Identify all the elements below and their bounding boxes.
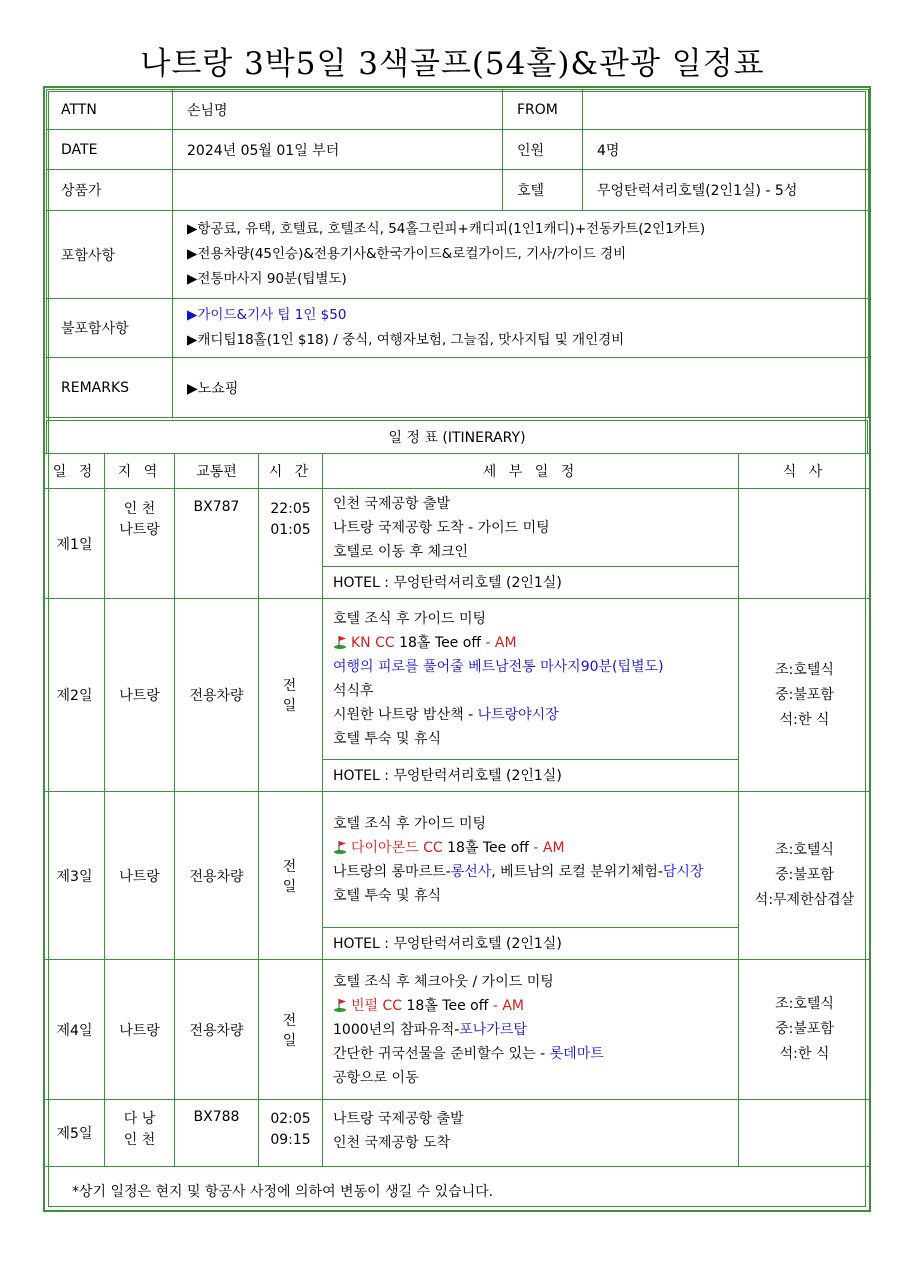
hotel-value: 무엉탄럭셔리호텔(2인1실) - 5성 (583, 170, 869, 211)
region (105, 489, 175, 599)
golf-line (333, 994, 738, 1018)
meals (739, 792, 871, 960)
from-value (583, 90, 869, 130)
region: 나트랑 (105, 599, 175, 792)
time-line: 22:05 (270, 501, 311, 517)
golf-line (333, 631, 738, 655)
time-line: 09:15 (270, 1132, 311, 1148)
date-value: 2024년 05월 01일 부터 (173, 130, 503, 170)
people-value: 4명 (583, 130, 869, 170)
golf-time: - AM (485, 635, 517, 651)
remarks-label: REMARKS (47, 358, 173, 418)
golf-course: KN CC (351, 635, 395, 651)
golf-time: - AM (492, 997, 524, 1014)
day-label: 제1일 (45, 489, 105, 599)
attn-value: 손님명 (173, 90, 503, 130)
transport: 전용차량 (175, 599, 259, 792)
included-item: ▶항공료, 유택, 호텔료, 호텔조식, 54홀그린피+캐디피(1인1캐디)+전동카트(2인1카트) (187, 221, 706, 237)
header-transport: 교통편 (175, 454, 259, 489)
region: 나트랑 (105, 792, 175, 960)
time-line: 02:05 (270, 1111, 311, 1127)
detail-line (333, 860, 738, 884)
spot-longson: 롱선사 (450, 863, 492, 880)
spot-dam-market: 담시장 (662, 863, 704, 880)
detail-text: 1000년의 참파유적- (333, 1021, 460, 1038)
header-meals: 식 사 (739, 454, 871, 489)
meal-lunch: 중:불포함 (775, 1021, 834, 1037)
date-label: DATE (47, 130, 173, 170)
detail-line: 공항으로 이동 (333, 1069, 419, 1086)
transport: BX788 (175, 1100, 259, 1167)
hotel-label: 호텔 (503, 170, 583, 211)
hotel-line: HOTEL : 무엉탄럭셔리호텔 (2인1실) (323, 928, 739, 960)
detail-text: 나트랑의 롱마르트- (333, 863, 451, 880)
price-value (173, 170, 503, 211)
detail-line (333, 1042, 738, 1066)
excluded-list (173, 299, 869, 358)
time (259, 1100, 323, 1167)
detail-line: 호텔 조식 후 가이드 미팅 (333, 815, 487, 832)
details (323, 960, 739, 1100)
detail-line: 호텔 조식 후 가이드 미팅 (333, 611, 487, 627)
meal-dinner: 석:한 식 (779, 1046, 830, 1062)
detail-line: 나트랑 국제공항 출발 (333, 1111, 464, 1127)
meals (739, 489, 871, 599)
night-market: 나트랑야시장 (477, 707, 559, 723)
meal-dinner: 석:한 식 (779, 711, 830, 728)
detail-line: 호텔 투숙 및 휴식 (333, 731, 442, 747)
golf-course: 다이아몬드 CC (351, 839, 443, 856)
detail-text: 간단한 귀국선물을 준비할수 있는 - (333, 1045, 550, 1062)
hotel-line: HOTEL : 무엉탄럭셔리호텔 (2인1실) (323, 567, 739, 599)
itinerary-table (44, 453, 871, 1167)
time: 전 일 (259, 792, 323, 960)
details (323, 489, 739, 567)
detail-line: 호텔로 이동 후 체크인 (333, 543, 469, 560)
detail-line: 인천 국제공항 도착 (333, 1135, 451, 1151)
golf-time: - AM (533, 839, 565, 856)
remarks-value: ▶노쇼핑 (173, 358, 869, 418)
details (323, 792, 739, 928)
meals (739, 960, 871, 1100)
meal-breakfast: 조:호텔식 (775, 661, 834, 678)
day-label: 제4일 (45, 960, 105, 1100)
page-title: 나트랑 3박5일 3색골프(54홀)&관광 일정표 (140, 46, 765, 82)
region: 나트랑 (105, 960, 175, 1100)
included-label: 포함사항 (47, 211, 173, 299)
golf-tee-off: 18홀 Tee off (447, 839, 529, 856)
time: 전 일 (259, 599, 323, 792)
price-label: 상품가 (47, 170, 173, 211)
region (105, 1100, 175, 1167)
details (323, 1100, 739, 1167)
golf-tee-off: 18홀 Tee off (399, 635, 481, 651)
detail-line (333, 703, 738, 727)
footnote: *상기 일정은 현지 및 항공사 사정에 의하여 변동이 생길 수 있습니다. (72, 1184, 494, 1200)
detail-line: 호텔 투숙 및 휴식 (333, 887, 442, 904)
detail-text: 시원한 나트랑 밤산책 - (333, 707, 478, 723)
details (323, 599, 739, 760)
itinerary-title-table (46, 420, 868, 454)
header-time: 시 간 (259, 454, 323, 489)
spot-lotte-mart: 롯데마트 (549, 1045, 604, 1062)
day-label: 제3일 (45, 792, 105, 960)
time: 전 일 (259, 960, 323, 1100)
detail-line: 여행의 피로를 풀어줄 베트남전통 마사지90분(팁별도) (333, 659, 664, 675)
from-label: FROM (503, 90, 583, 130)
transport: 전용차량 (175, 960, 259, 1100)
detail-text: , 베트남의 로컬 분위기체험- (491, 863, 663, 880)
golf-course: 빈펄 CC (351, 997, 403, 1014)
info-table (46, 89, 869, 418)
day-label: 제5일 (45, 1100, 105, 1167)
region-line: 인 천 (123, 1132, 156, 1148)
detail-line (333, 1018, 738, 1042)
region-line: 나트랑 (119, 522, 160, 538)
golf-flag-icon (333, 840, 347, 854)
excluded-item: ▶가이드&기사 팁 1인 $50 (187, 307, 347, 323)
header-day: 일 정 (45, 454, 105, 489)
region-line: 인 천 (123, 501, 156, 517)
transport: BX787 (175, 489, 259, 599)
excluded-item: ▶캐디팁18홀(1인 $18) / 중식, 여행자보험, 그늘집, 맛사지팁 및 개인경비 (187, 332, 625, 348)
time-line: 01:05 (270, 522, 311, 538)
attn-label: ATTN (47, 90, 173, 130)
people-label: 인원 (503, 130, 583, 170)
included-item: ▶전용차량(45인승)&전용기사&한국가이드&로컬가이드, 기사/가이드 경비 (187, 246, 627, 262)
hotel-line: HOTEL : 무엉탄럭셔리호텔 (2인1실) (323, 760, 739, 792)
header-region: 지 역 (105, 454, 175, 489)
header-details: 세 부 일 정 (323, 454, 739, 489)
meal-breakfast: 조:호텔식 (775, 842, 834, 858)
day-label: 제2일 (45, 599, 105, 792)
included-item: ▶전통마사지 90분(팁별도) (187, 271, 347, 287)
meals (739, 1100, 871, 1167)
detail-line: 인천 국제공항 출발 (333, 495, 451, 512)
golf-flag-icon (333, 635, 347, 649)
golf-line (333, 836, 738, 860)
included-list (173, 211, 869, 299)
excluded-label: 불포함사항 (47, 299, 173, 358)
golf-tee-off: 18홀 Tee off (406, 997, 489, 1014)
meal-breakfast: 조:호텔식 (775, 996, 834, 1012)
detail-line: 석식후 (333, 683, 374, 699)
detail-line: 나트랑 국제공항 도착 - 가이드 미팅 (333, 519, 550, 536)
transport: 전용차량 (175, 792, 259, 960)
time (259, 489, 323, 599)
region-line: 다 낭 (123, 1111, 156, 1127)
meal-dinner: 석:무제한삼겹살 (754, 892, 855, 908)
detail-line: 호텔 조식 후 체크아웃 / 가이드 미팅 (333, 973, 554, 990)
meal-lunch: 중:불포함 (775, 686, 834, 703)
spot-ponagar: 포나가르탑 (459, 1021, 527, 1038)
meal-lunch: 중:불포함 (775, 867, 834, 883)
itinerary-title: 일 정 표 (ITINERARY) (47, 421, 868, 454)
meals (739, 599, 871, 792)
golf-flag-icon (333, 998, 347, 1012)
